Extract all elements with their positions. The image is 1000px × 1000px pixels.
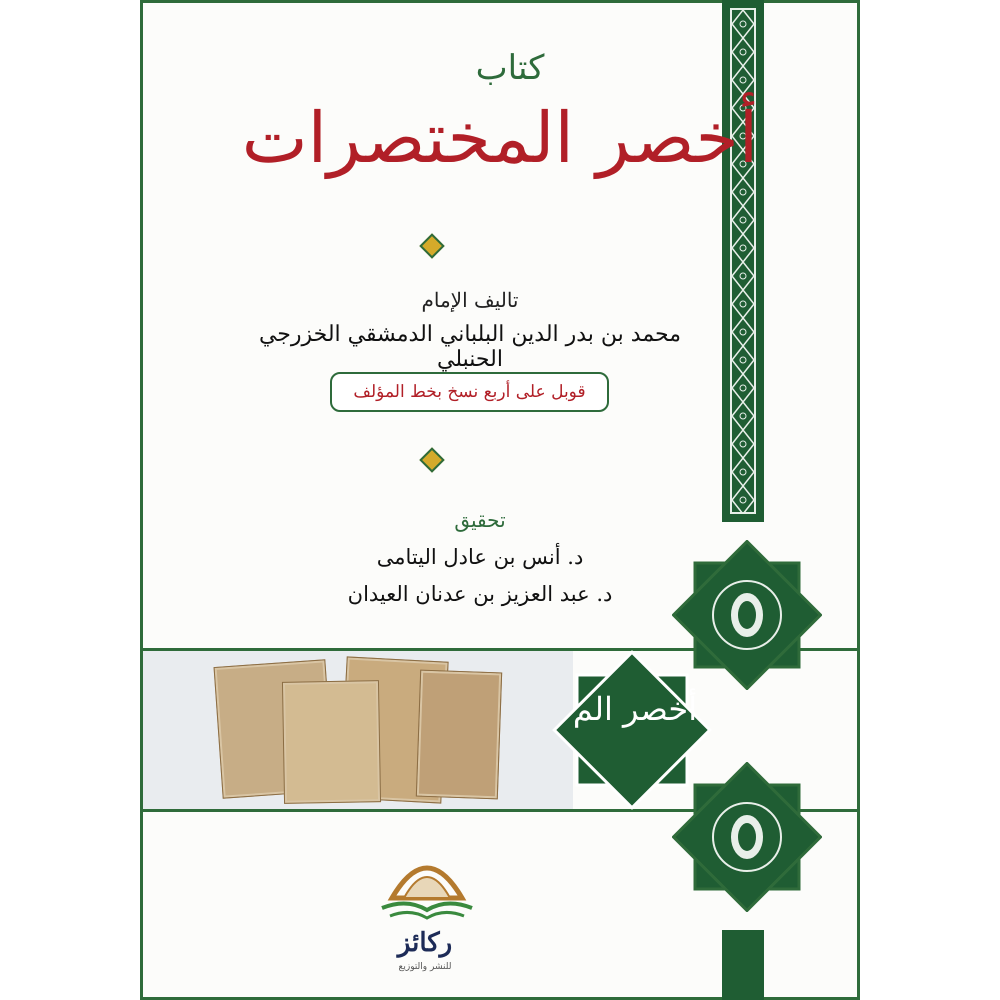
manuscript-page	[282, 680, 381, 804]
publisher-subtitle: للنشر والتوزيع	[398, 962, 452, 972]
editor-name: د. أنس بن عادل اليتامى	[376, 545, 584, 569]
manuscripts-photo	[143, 651, 573, 809]
eight-point-star-icon	[672, 762, 822, 912]
book-title: أخصر المختصرات	[241, 97, 759, 179]
dome-book-logo-icon	[372, 838, 482, 928]
editor-name: د. عبد العزيز بن عدنان العيدان	[347, 582, 613, 606]
editors-label: تحقيق	[454, 508, 506, 532]
manuscript-badge: قوبل على أربع نسخ بخط المؤلف	[330, 372, 609, 412]
book-kicker: كتاب	[475, 48, 545, 88]
emblem-title: أخصر الم	[572, 690, 698, 728]
vertical-ornament-strip-bottom	[722, 930, 764, 1000]
publisher-name: ركائز	[397, 928, 453, 958]
author-label: تاليف الإمام	[421, 288, 519, 312]
author-name: محمد بن بدر الدين البلباني الدمشقي الخزرجي الحنبلي	[258, 322, 682, 372]
manuscript-page	[416, 670, 502, 800]
